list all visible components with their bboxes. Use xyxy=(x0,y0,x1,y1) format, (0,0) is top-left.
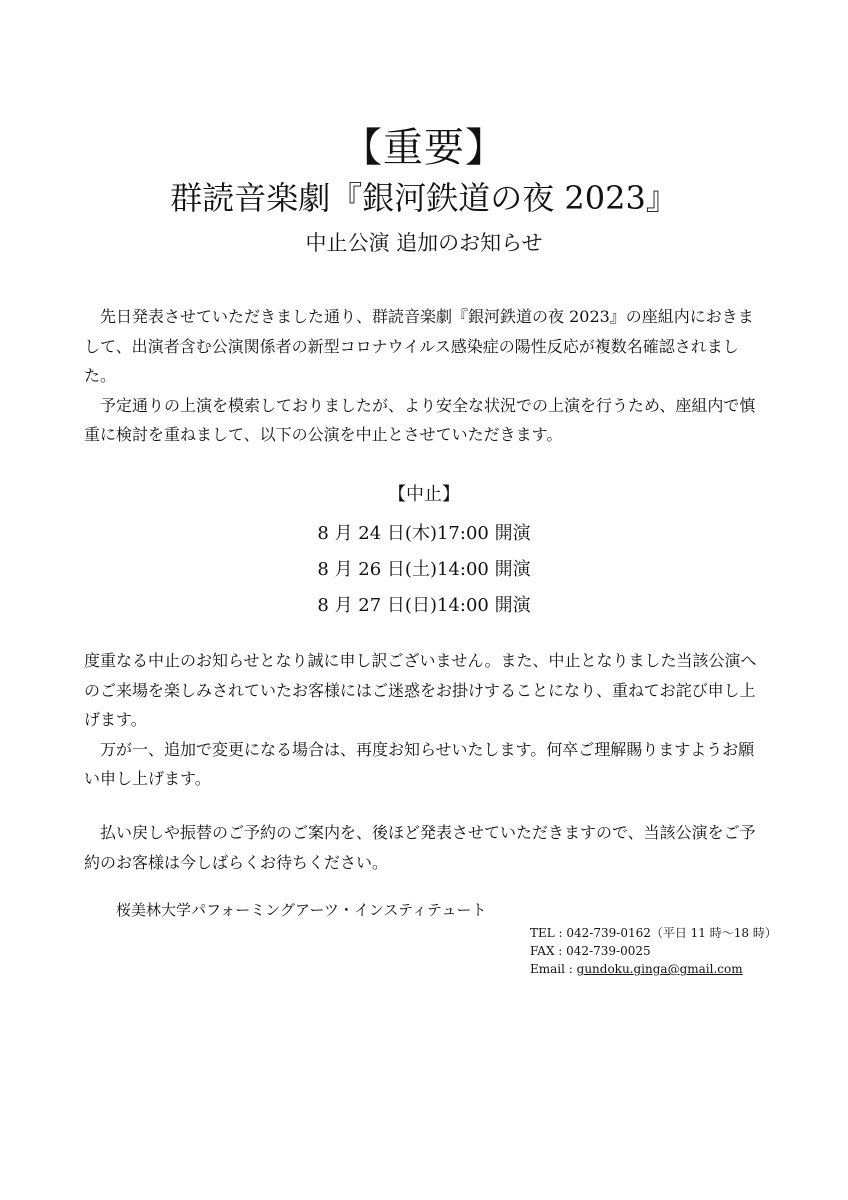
cancelled-performance: 8 月 26 日(土)14:00 開演 xyxy=(317,559,531,580)
contact-tel: TEL : 042-739-0162（平日 11 時〜18 時） xyxy=(530,926,777,940)
paragraph-apology: 度重なる中止のお知らせとなり誠に申し訳ございません。また、中止となりました当該公演へのご来場を楽しみされていたお客様にはご迷惑をお掛けすることになり、重ねてお詫び申し上げます。 xyxy=(84,651,757,729)
refund-section xyxy=(84,818,768,877)
paragraph-decision: 予定通りの上演を模索しておりましたが、より安全な状況での上演を行うため、座組内で慎重に検討を重ねまして、以下の公演を中止とさせていただきます。 xyxy=(84,395,756,444)
contact-email-line xyxy=(530,960,810,978)
organization-name: 桜美林大学パフォーミングアーツ・インスティテュート xyxy=(116,901,487,919)
paragraph-announcement: 先日発表させていただきました通り、群読音楽劇『銀河鉄道の夜 2023』の座組内におきまして、出演者含む公演関係者の新型コロナウイルス感染症の陽性反応が複数名確認されました。 xyxy=(84,307,754,385)
intro-section xyxy=(84,302,768,450)
page-subtitle: 中止公演 追加のお知らせ xyxy=(305,231,543,255)
apology-section xyxy=(84,646,768,794)
contact-fax: FAX : 042-739-0025 xyxy=(530,944,651,958)
contact-info xyxy=(530,924,810,978)
page-title: 群読音楽劇『銀河鉄道の夜 2023』 xyxy=(170,179,678,217)
paragraph-further-changes: 万が一、追加で変更になる場合は、再度お知らせいたします。何卒ご理解賜りますようお願い申し上げます。 xyxy=(84,739,755,788)
cancelled-performance: 8 月 27 日(日)14:00 開演 xyxy=(317,595,531,616)
cancellation-list xyxy=(0,480,848,624)
important-heading: 【重要】 xyxy=(342,125,506,171)
contact-email-label: Email : xyxy=(530,962,577,976)
cancellation-heading: 【中止】 xyxy=(388,484,460,505)
cancelled-performance: 8 月 24 日(木)17:00 開演 xyxy=(317,523,531,544)
contact-email-link[interactable]: gundoku.ginga@gmail.com xyxy=(576,962,743,976)
paragraph-refund: 払い戻しや振替のご予約のご案内を、後ほど発表させていただきますので、当該公演をご予約のお客様は今しばらくお待ちください。 xyxy=(84,823,756,872)
